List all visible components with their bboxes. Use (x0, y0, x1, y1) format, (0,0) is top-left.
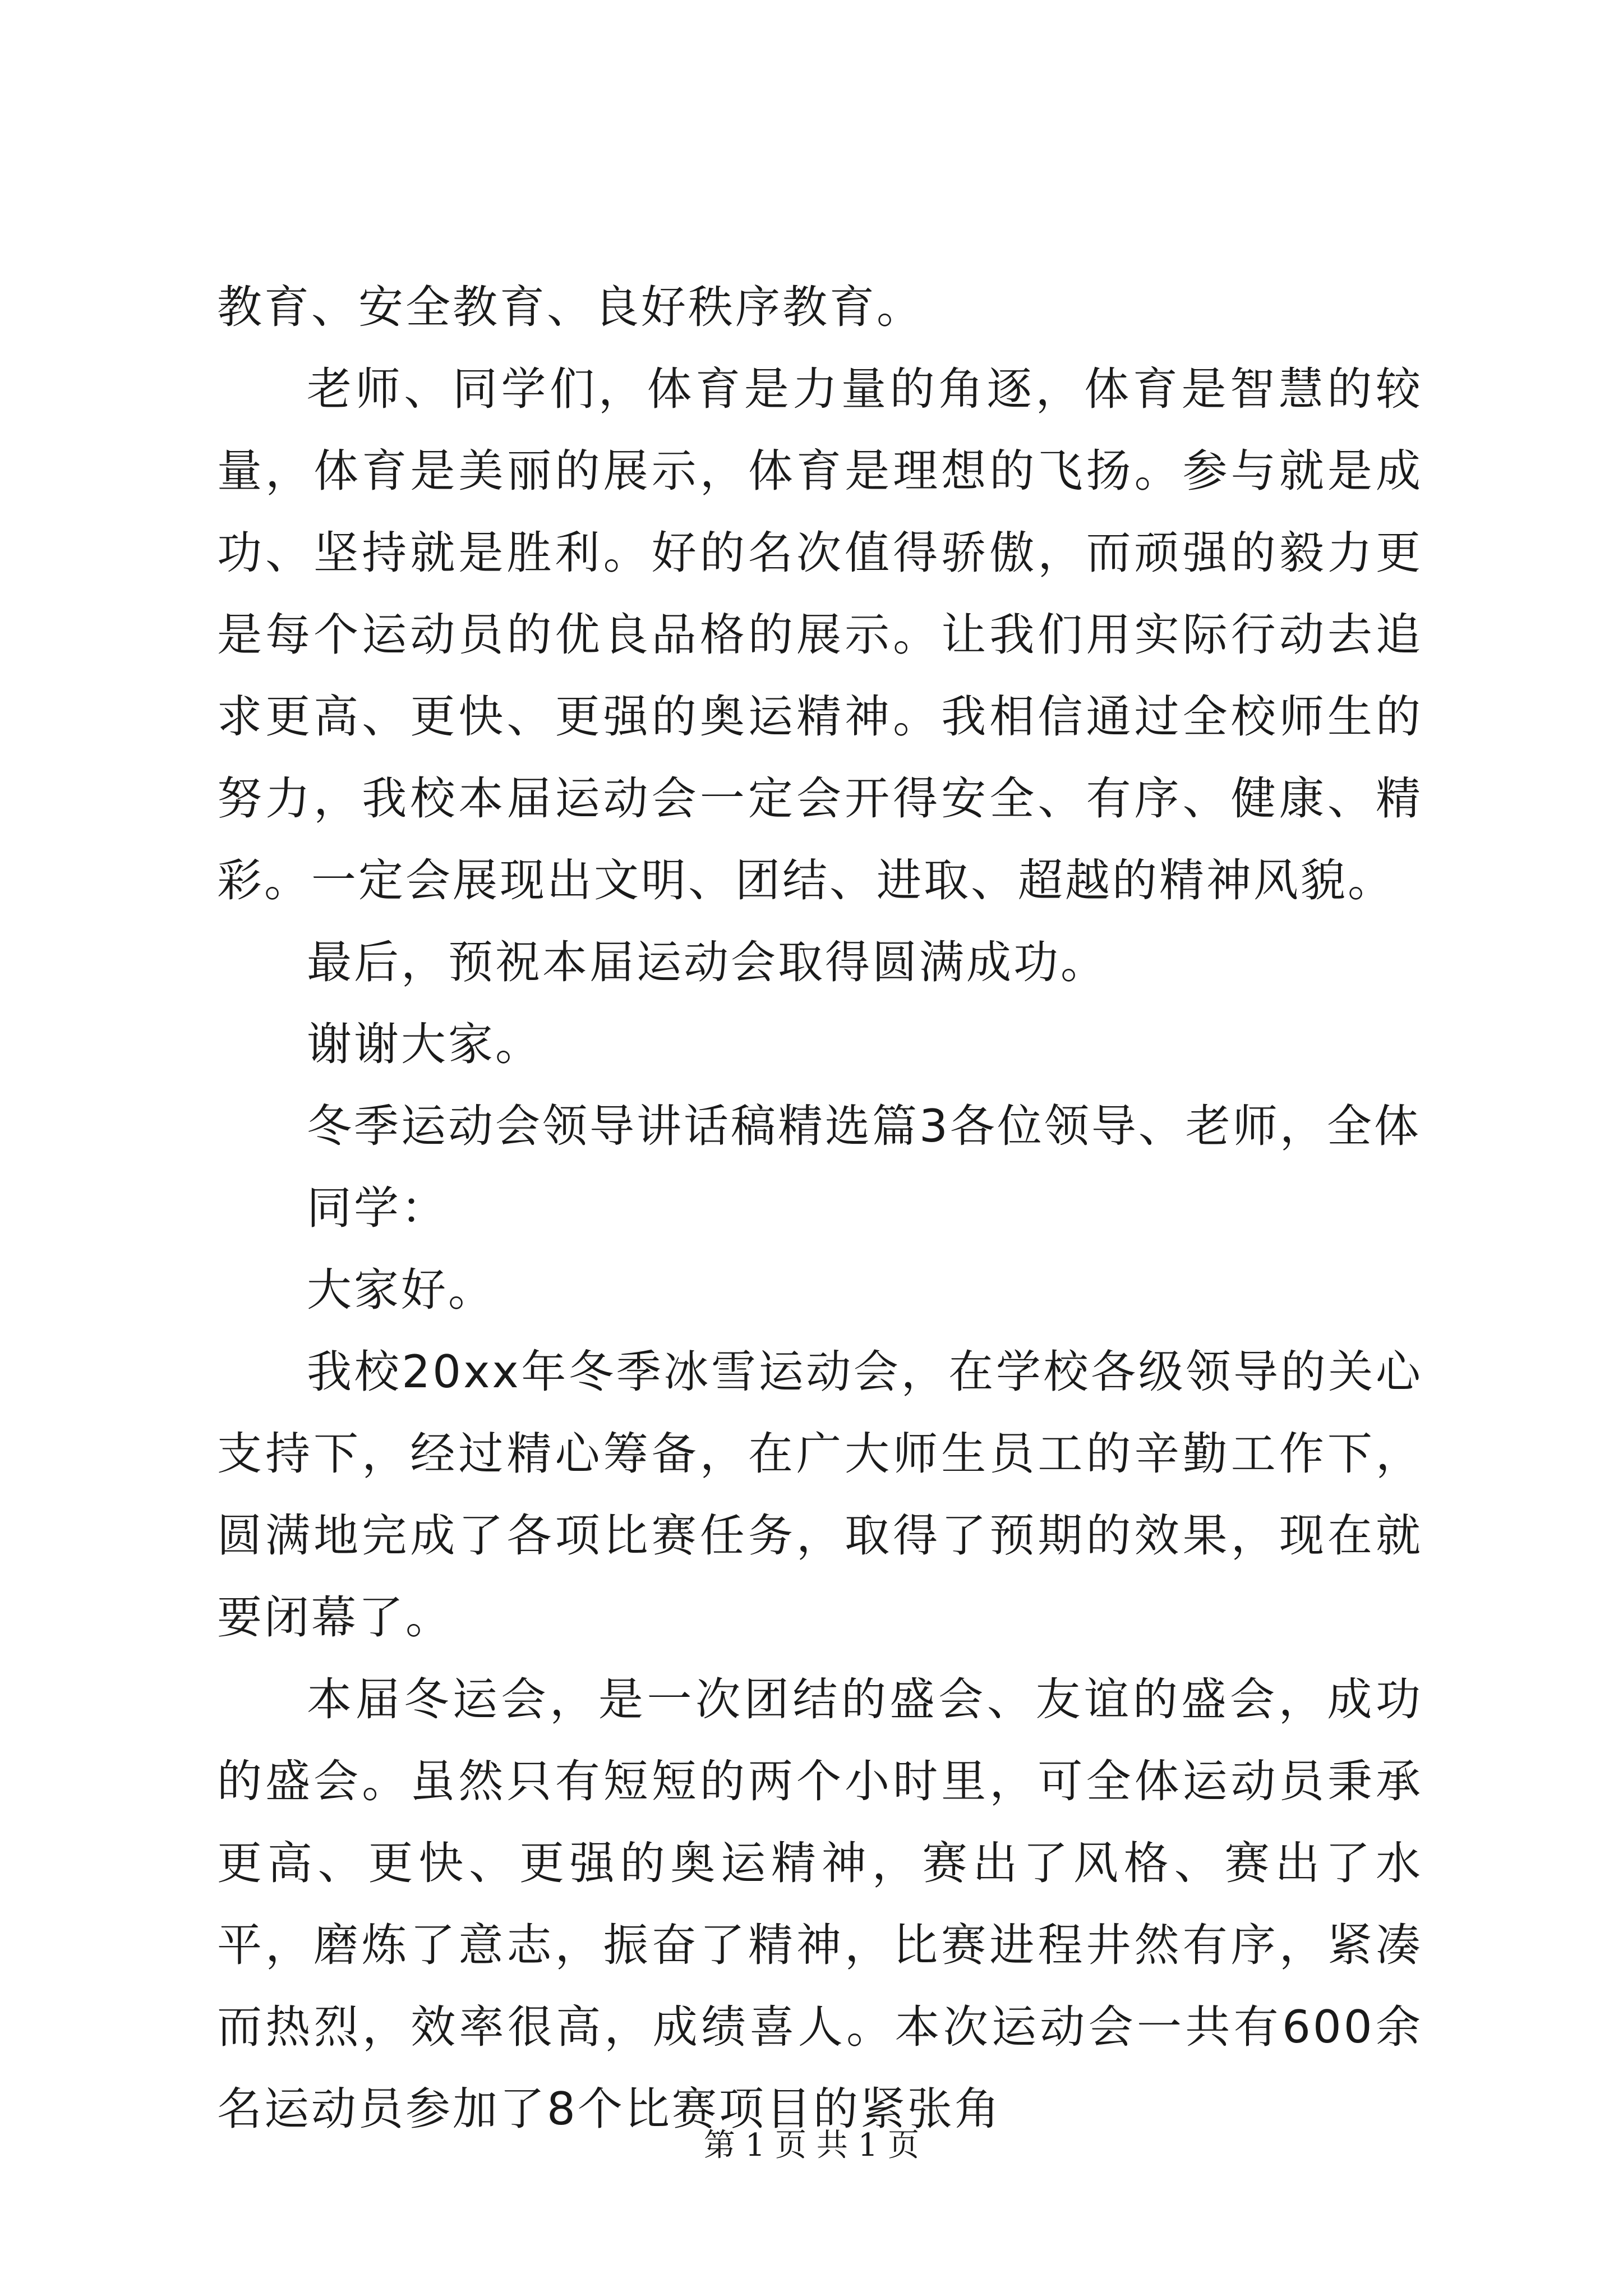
paragraph-5: 冬季运动会领导讲话稿精选篇3各位领导、老师，全体 (307, 1100, 1421, 1152)
paragraph-6: 同学： (307, 1182, 448, 1234)
paragraph-4: 谢谢大家。 (307, 1018, 542, 1070)
paragraph-1: 教育、安全教育、良好秩序教育。 (217, 281, 924, 333)
paragraph-2: 老师、同学们，体育是力量的角逐，体育是智慧的较量，体育是美丽的展示，体育是理想的飞扬。参与就是成功、坚持就是胜利。好的名次值得骄傲，而顽强的毅力更是每个运动员的优良品格的展示。让我们用实际行动去追求更高、更快、更强的奥运精神。我相信通过全校师生的努力，我校本届运动会一定会开得安全、有序、健康、精彩。一定会展现出文明、团结、进取、超越的精神风貌。 (217, 363, 1423, 907)
paragraph-9: 本届冬运会，是一次团结的盛会、友谊的盛会，成功的盛会。虽然只有短短的两个小时里，可全体运动员秉承更高、更快、更强的奥运精神，赛出了风格、赛出了水平，磨炼了意志，振奋了精神，比赛进程井然有序，紧凑而热烈，效率很高，成绩喜人。本次运动会一共有600余名运动员参加了8个比赛项目的紧张角 (217, 1673, 1423, 2135)
paragraph-7: 大家好。 (307, 1264, 495, 1316)
document-body (217, 266, 1423, 2150)
paragraph-3: 最后，预祝本届运动会取得圆满成功。 (307, 936, 1108, 988)
page-footer: 第 1 页 共 1 页 (703, 2127, 920, 2164)
paragraph-8: 我校20xx年冬季冰雪运动会，在学校各级领导的关心支持下，经过精心筹备，在广大师生员工的辛勤工作下，圆满地完成了各项比赛任务，取得了预期的效果，现在就要闭幕了。 (217, 1346, 1423, 1644)
